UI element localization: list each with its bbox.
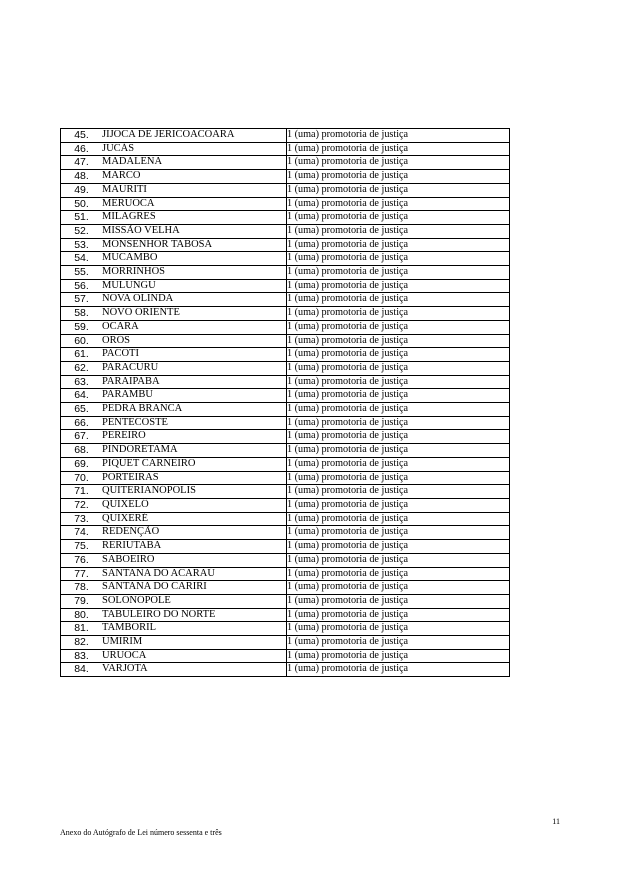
- row-number: 62.: [61, 361, 103, 375]
- table-row: [61, 389, 510, 403]
- table-row: [61, 594, 510, 608]
- table-row: [61, 156, 510, 170]
- row-number: 49.: [61, 183, 103, 197]
- table-row: [61, 211, 510, 225]
- row-number: 57.: [61, 293, 103, 307]
- municipality-name: PACOTI: [102, 348, 287, 362]
- table-row: [61, 375, 510, 389]
- table-row: [61, 526, 510, 540]
- municipality-name: VARJOTA: [102, 663, 287, 677]
- promotoria-count: 1 (uma) promotoria de justiça: [287, 498, 510, 512]
- municipality-name: NOVO ORIENTE: [102, 307, 287, 321]
- promotoria-count: 1 (uma) promotoria de justiça: [287, 485, 510, 499]
- promotoria-count: 1 (uma) promotoria de justiça: [287, 320, 510, 334]
- promotoria-count: 1 (uma) promotoria de justiça: [287, 403, 510, 417]
- municipality-name: MERUOCA: [102, 197, 287, 211]
- municipality-name: MADALENA: [102, 156, 287, 170]
- municipality-name: TABULEIRO DO NORTE: [102, 608, 287, 622]
- row-number: 75.: [61, 540, 103, 554]
- municipality-name: NOVA OLINDA: [102, 293, 287, 307]
- promotoria-count: 1 (uma) promotoria de justiça: [287, 526, 510, 540]
- row-number: 54.: [61, 252, 103, 266]
- promotoria-count: 1 (uma) promotoria de justiça: [287, 581, 510, 595]
- municipality-name: OCARA: [102, 320, 287, 334]
- table-row: [61, 416, 510, 430]
- municipality-name: PIQUET CARNEIRO: [102, 457, 287, 471]
- municipality-name: MONSENHOR TABOSA: [102, 238, 287, 252]
- table-row: [61, 279, 510, 293]
- table-row: [61, 320, 510, 334]
- row-number: 69.: [61, 457, 103, 471]
- row-number: 68.: [61, 444, 103, 458]
- municipality-name: PEREIRO: [102, 430, 287, 444]
- promotoria-count: 1 (uma) promotoria de justiça: [287, 197, 510, 211]
- table-row: [61, 581, 510, 595]
- row-number: 78.: [61, 581, 103, 595]
- promotorias-table-body: [61, 129, 510, 677]
- row-number: 59.: [61, 320, 103, 334]
- municipality-name: PENTECOSTE: [102, 416, 287, 430]
- table-row: [61, 485, 510, 499]
- row-number: 67.: [61, 430, 103, 444]
- row-number: 61.: [61, 348, 103, 362]
- promotoria-count: 1 (uma) promotoria de justiça: [287, 183, 510, 197]
- promotoria-count: 1 (uma) promotoria de justiça: [287, 142, 510, 156]
- table-row: [61, 622, 510, 636]
- municipality-name: MAURITI: [102, 183, 287, 197]
- promotoria-count: 1 (uma) promotoria de justiça: [287, 622, 510, 636]
- row-number: 48.: [61, 170, 103, 184]
- row-number: 51.: [61, 211, 103, 225]
- table-row: [61, 334, 510, 348]
- municipality-name: MULUNGU: [102, 279, 287, 293]
- municipality-name: URUOCA: [102, 649, 287, 663]
- municipality-name: JUCÁS: [102, 142, 287, 156]
- row-number: 47.: [61, 156, 103, 170]
- row-number: 63.: [61, 375, 103, 389]
- municipality-name: ORÓS: [102, 334, 287, 348]
- promotoria-count: 1 (uma) promotoria de justiça: [287, 471, 510, 485]
- municipality-name: TAMBORIL: [102, 622, 287, 636]
- municipality-name: PEDRA BRANCA: [102, 403, 287, 417]
- row-number: 81.: [61, 622, 103, 636]
- table-row: [61, 129, 510, 143]
- municipality-name: QUIXERÉ: [102, 512, 287, 526]
- promotoria-count: 1 (uma) promotoria de justiça: [287, 279, 510, 293]
- row-number: 82.: [61, 636, 103, 650]
- table-row: [61, 183, 510, 197]
- municipality-name: MORRINHOS: [102, 266, 287, 280]
- table-row: [61, 348, 510, 362]
- row-number: 79.: [61, 594, 103, 608]
- promotoria-count: 1 (uma) promotoria de justiça: [287, 649, 510, 663]
- municipality-name: SABOEIRO: [102, 553, 287, 567]
- row-number: 56.: [61, 279, 103, 293]
- municipality-name: PORTEIRAS: [102, 471, 287, 485]
- municipality-name: PARAMBU: [102, 389, 287, 403]
- promotoria-count: 1 (uma) promotoria de justiça: [287, 457, 510, 471]
- table-row: [61, 224, 510, 238]
- row-number: 46.: [61, 142, 103, 156]
- table-row: [61, 512, 510, 526]
- row-number: 66.: [61, 416, 103, 430]
- row-number: 72.: [61, 498, 103, 512]
- promotoria-count: 1 (uma) promotoria de justiça: [287, 129, 510, 143]
- table-row: [61, 636, 510, 650]
- municipality-name: REDENÇÃO: [102, 526, 287, 540]
- promotoria-count: 1 (uma) promotoria de justiça: [287, 375, 510, 389]
- row-number: 71.: [61, 485, 103, 499]
- table-row: [61, 471, 510, 485]
- promotoria-count: 1 (uma) promotoria de justiça: [287, 416, 510, 430]
- promotoria-count: 1 (uma) promotoria de justiça: [287, 444, 510, 458]
- table-row: [61, 170, 510, 184]
- table-row: [61, 457, 510, 471]
- row-number: 80.: [61, 608, 103, 622]
- table-row: [61, 361, 510, 375]
- promotoria-count: 1 (uma) promotoria de justiça: [287, 266, 510, 280]
- promotoria-count: 1 (uma) promotoria de justiça: [287, 307, 510, 321]
- promotoria-count: 1 (uma) promotoria de justiça: [287, 594, 510, 608]
- row-number: 83.: [61, 649, 103, 663]
- table-row: [61, 498, 510, 512]
- table-row: [61, 307, 510, 321]
- table-row: [61, 252, 510, 266]
- municipality-name: RERIUTABA: [102, 540, 287, 554]
- table-row: [61, 293, 510, 307]
- promotoria-count: 1 (uma) promotoria de justiça: [287, 334, 510, 348]
- table-row: [61, 540, 510, 554]
- footer-text: Anexo do Autógrafo de Lei número sessenta e três: [60, 828, 222, 837]
- row-number: 52.: [61, 224, 103, 238]
- promotoria-count: 1 (uma) promotoria de justiça: [287, 636, 510, 650]
- table-row: [61, 403, 510, 417]
- municipality-name: JIJOCA DE JERICOACOARA: [102, 129, 287, 143]
- table-row: [61, 238, 510, 252]
- row-number: 53.: [61, 238, 103, 252]
- row-number: 50.: [61, 197, 103, 211]
- municipality-name: MUCAMBO: [102, 252, 287, 266]
- row-number: 76.: [61, 553, 103, 567]
- table-row: [61, 197, 510, 211]
- municipality-name: UMIRIM: [102, 636, 287, 650]
- table-row: [61, 142, 510, 156]
- municipality-name: QUIXELÔ: [102, 498, 287, 512]
- row-number: 65.: [61, 403, 103, 417]
- table-row: [61, 567, 510, 581]
- table-row: [61, 663, 510, 677]
- promotoria-count: 1 (uma) promotoria de justiça: [287, 348, 510, 362]
- municipality-name: SANTANA DO ACARAÚ: [102, 567, 287, 581]
- municipality-name: MILAGRES: [102, 211, 287, 225]
- promotoria-count: 1 (uma) promotoria de justiça: [287, 430, 510, 444]
- promotorias-table: [60, 128, 510, 677]
- promotoria-count: 1 (uma) promotoria de justiça: [287, 389, 510, 403]
- row-number: 77.: [61, 567, 103, 581]
- promotoria-count: 1 (uma) promotoria de justiça: [287, 663, 510, 677]
- promotoria-count: 1 (uma) promotoria de justiça: [287, 567, 510, 581]
- row-number: 64.: [61, 389, 103, 403]
- table-row: [61, 608, 510, 622]
- promotoria-count: 1 (uma) promotoria de justiça: [287, 608, 510, 622]
- promotoria-count: 1 (uma) promotoria de justiça: [287, 361, 510, 375]
- promotoria-count: 1 (uma) promotoria de justiça: [287, 211, 510, 225]
- municipality-name: QUITERIANÓPOLIS: [102, 485, 287, 499]
- promotoria-count: 1 (uma) promotoria de justiça: [287, 238, 510, 252]
- municipality-name: SOLONÓPOLE: [102, 594, 287, 608]
- table-row: [61, 649, 510, 663]
- row-number: 55.: [61, 266, 103, 280]
- table-row: [61, 266, 510, 280]
- municipality-name: MARCO: [102, 170, 287, 184]
- row-number: 70.: [61, 471, 103, 485]
- row-number: 73.: [61, 512, 103, 526]
- promotoria-count: 1 (uma) promotoria de justiça: [287, 540, 510, 554]
- row-number: 74.: [61, 526, 103, 540]
- promotoria-count: 1 (uma) promotoria de justiça: [287, 170, 510, 184]
- page-number: 11: [552, 817, 560, 826]
- row-number: 58.: [61, 307, 103, 321]
- promotoria-count: 1 (uma) promotoria de justiça: [287, 224, 510, 238]
- promotoria-count: 1 (uma) promotoria de justiça: [287, 512, 510, 526]
- table-row: [61, 553, 510, 567]
- table-row: [61, 430, 510, 444]
- municipality-name: PARAIPABA: [102, 375, 287, 389]
- table-row: [61, 444, 510, 458]
- municipality-name: MISSÃO VELHA: [102, 224, 287, 238]
- municipality-name: PINDORETAMA: [102, 444, 287, 458]
- municipality-name: PARACURU: [102, 361, 287, 375]
- row-number: 45.: [61, 129, 103, 143]
- promotoria-count: 1 (uma) promotoria de justiça: [287, 252, 510, 266]
- promotoria-count: 1 (uma) promotoria de justiça: [287, 156, 510, 170]
- row-number: 60.: [61, 334, 103, 348]
- row-number: 84.: [61, 663, 103, 677]
- municipality-name: SANTANA DO CARIRI: [102, 581, 287, 595]
- promotoria-count: 1 (uma) promotoria de justiça: [287, 293, 510, 307]
- promotoria-count: 1 (uma) promotoria de justiça: [287, 553, 510, 567]
